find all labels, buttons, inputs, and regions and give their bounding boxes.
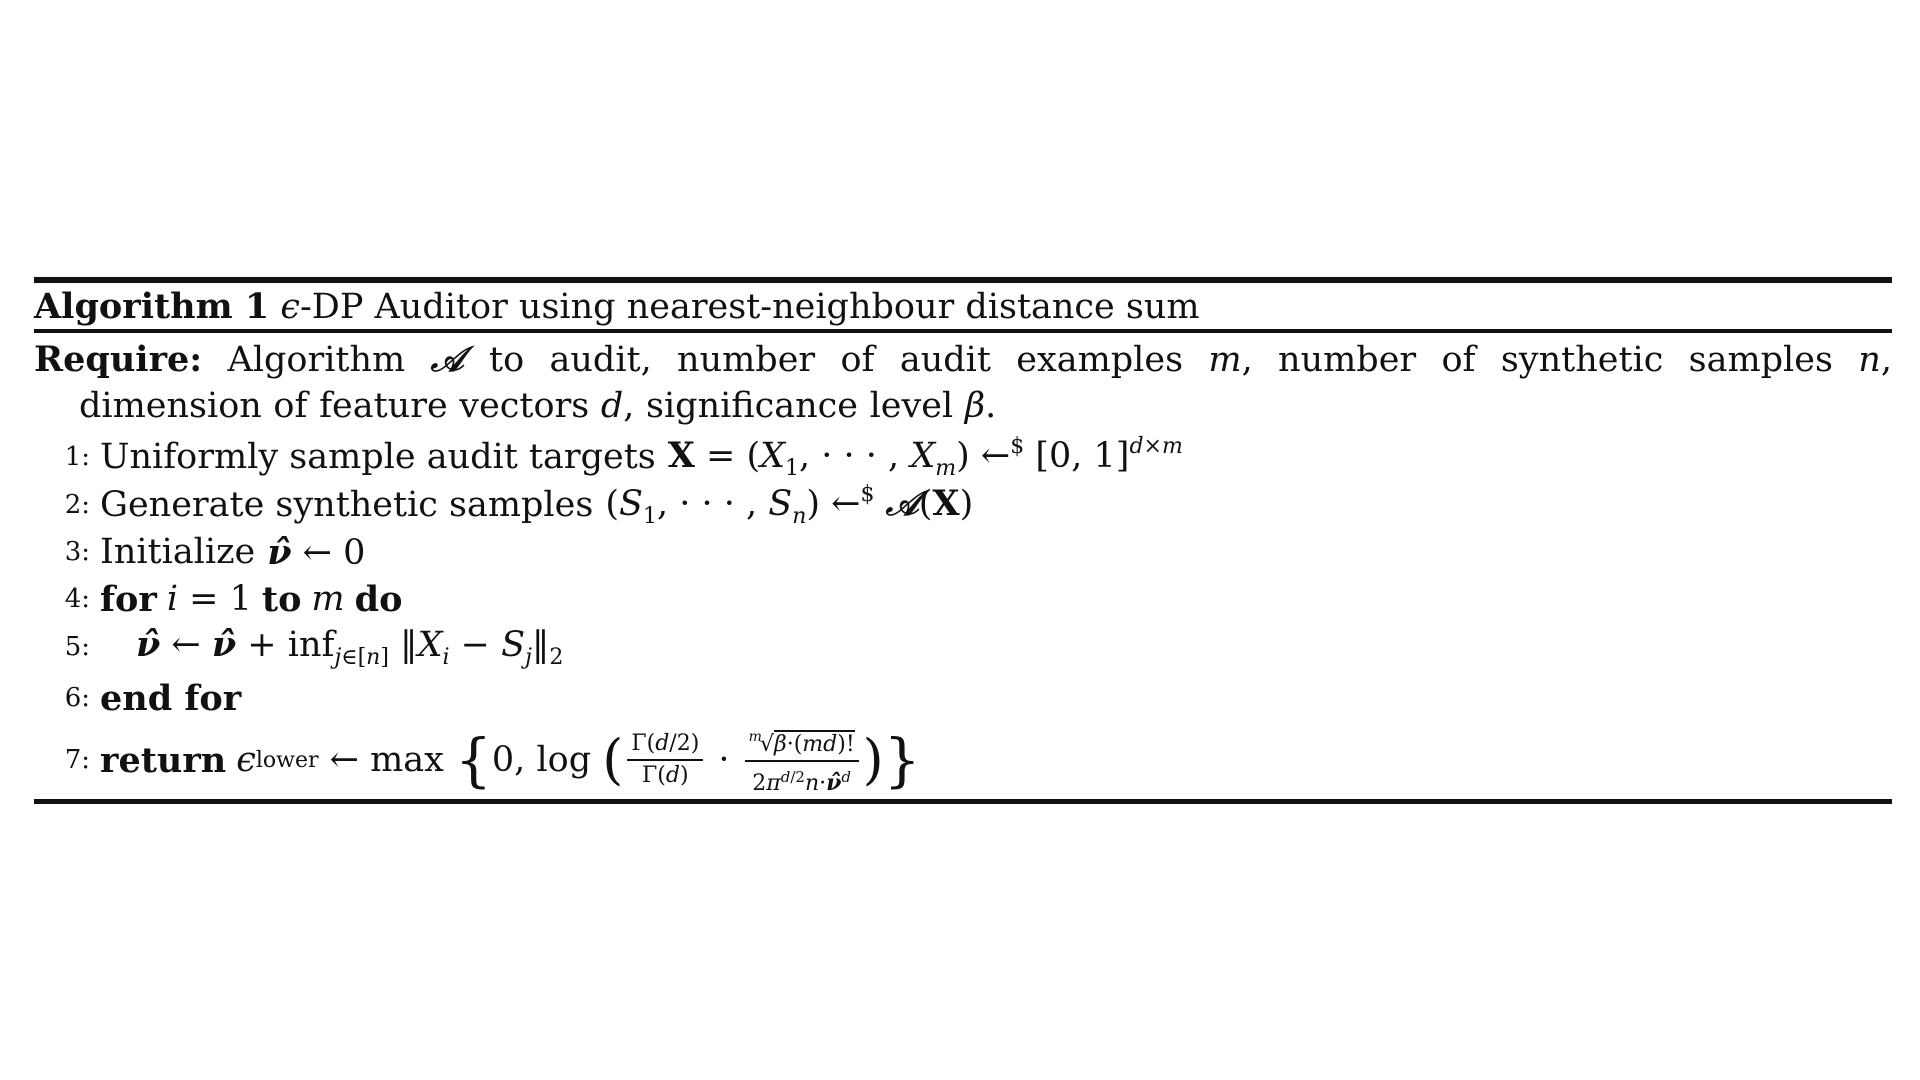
to-keyword: to	[261, 578, 302, 620]
require-text: to audit, number of audit examples	[489, 340, 1184, 380]
middle-rule	[34, 329, 1892, 333]
step-math: ($S_1$, · · · , $S_n$) ←$ 𝒜(X)	[605, 481, 974, 529]
step-6	[34, 674, 1892, 722]
step-4	[34, 575, 1892, 623]
for-keyword: for	[100, 578, 157, 620]
require-text: , dimension of feature vectors	[79, 340, 1892, 426]
line-number: 7:	[64, 745, 90, 775]
step-math: i = 1	[166, 579, 252, 619]
return-keyword: return	[100, 739, 227, 781]
algorithm-symbol: 𝒜	[430, 340, 464, 380]
step-3	[34, 528, 1892, 576]
step-7	[34, 726, 1892, 796]
line-number: 3:	[64, 537, 90, 567]
step-5	[34, 623, 1892, 671]
top-rule	[34, 277, 1892, 283]
symbol-n: n	[1858, 340, 1881, 380]
require-statement	[34, 337, 1892, 429]
algorithm-label: Algorithm 1	[34, 286, 270, 327]
step-2	[34, 481, 1892, 529]
algorithm-title: -DP Auditor using nearest-neighbour distance sum	[299, 287, 1200, 327]
max-operator: max	[370, 740, 444, 780]
symbol-d: d	[600, 386, 624, 426]
step-math: $X = (X_1$, · · · , $X_m$) ←$ [0, 1]$^{d\times m}$	[667, 433, 1183, 481]
root-fraction: $\frac{^m√\beta\cdot(md)!}{2\pi^{d/2}n\cdot\nû^d}$	[745, 724, 859, 797]
line-number: 2:	[64, 490, 90, 520]
step-text: Uniformly sample audit targets	[100, 437, 656, 477]
gamma-fraction: $\frac{\Gamma(d/2)}{\Gamma(d)}$	[627, 731, 703, 789]
end-for-keyword: end for	[100, 677, 242, 719]
line-number: 5:	[64, 632, 90, 662]
log-operator: log	[536, 740, 592, 780]
step-math: ν̂ ← ν̂ + inf$_{j\in[n]}$ $‖X_i$ − $S_j‖_2$	[136, 624, 564, 670]
step-math: ν̂ ← 0	[267, 531, 366, 573]
step-text: Initialize	[100, 532, 256, 572]
symbol-beta: β	[964, 386, 986, 426]
line-number: 4:	[64, 584, 90, 614]
require-text: .	[985, 386, 997, 426]
symbol-m: m	[1208, 340, 1242, 380]
line-number: 1:	[64, 442, 90, 472]
step-text: Generate synthetic samples	[100, 485, 594, 525]
line-number: 6:	[64, 683, 90, 713]
require-text: , number of synthetic samples	[1241, 340, 1833, 380]
epsilon-symbol: ϵ	[280, 287, 300, 327]
do-keyword: do	[354, 578, 403, 620]
require-text: Algorithm	[227, 340, 406, 380]
require-keyword: Require:	[34, 339, 203, 380]
step-math: ϵ lower ← max { 0, log ( $\frac{\Gamma(d/2)}{\Gamma(d)}$ · $\frac{^m√\beta\cdot(md)!}{2\pi^{d/2}n\cdot\nû^d}$ ) }	[236, 724, 920, 797]
require-text: , significance level	[623, 386, 954, 426]
step-1	[34, 433, 1892, 481]
bottom-rule	[34, 799, 1892, 804]
algorithm-caption	[34, 285, 1200, 329]
algorithm-block	[34, 277, 1892, 805]
symbol-m: m	[311, 579, 345, 619]
